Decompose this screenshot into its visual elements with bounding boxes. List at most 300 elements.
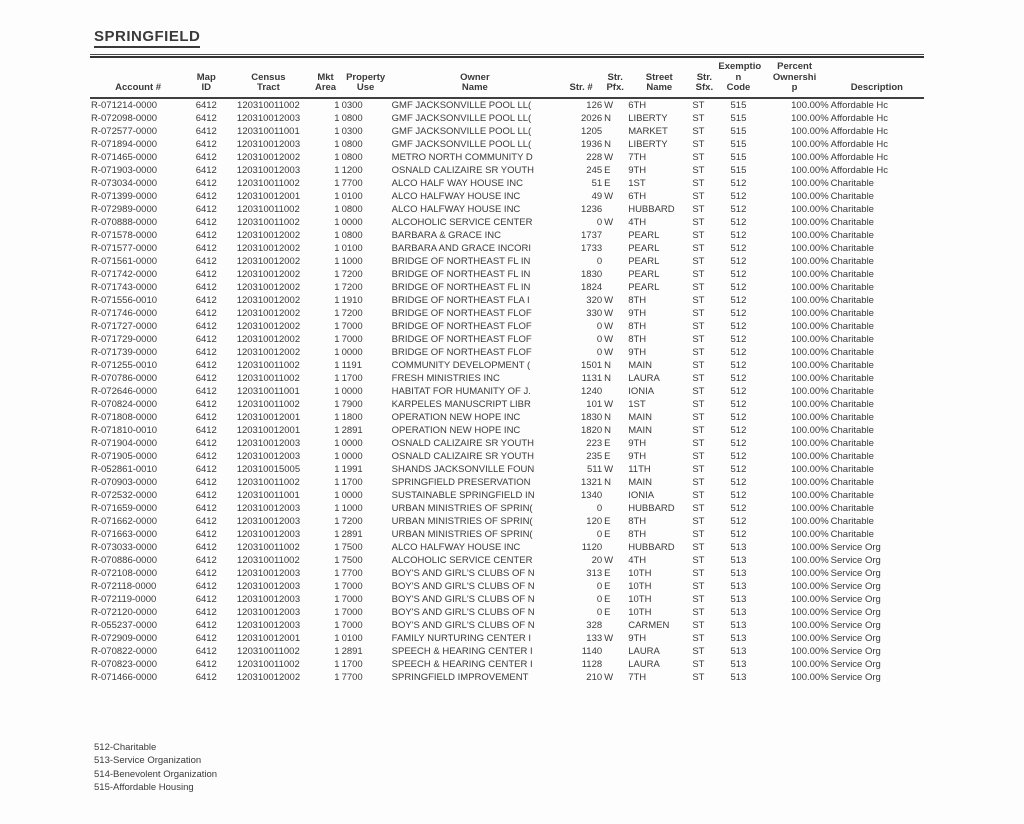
cell-mkt: 1 (334, 671, 340, 683)
cell-map: 6412 (195, 138, 217, 150)
cell-owner: BARBARA AND GRACE INCORI (391, 242, 532, 254)
cell-owner: BRIDGE OF NORTHEAST FLOF (391, 307, 532, 319)
cell-sfx: ST (692, 333, 705, 345)
table-row (90, 359, 924, 372)
cell-map: 6412 (195, 216, 217, 228)
cell-code: 512 (730, 398, 747, 410)
table-row (90, 385, 924, 398)
cell-strnum: 320 (586, 294, 603, 306)
cell-street: 1ST (628, 177, 646, 189)
cell-percent: 100.00% (791, 541, 829, 553)
cell-owner: SPRINGFIELD PRESERVATION (391, 476, 531, 488)
cell-desc: Charitable (830, 411, 874, 423)
table-row (90, 476, 924, 489)
cell-owner: GMF JACKSONVILLE POOL LL( (391, 125, 532, 137)
cell-account: R-070903-0000 (91, 476, 158, 488)
table-row (90, 307, 924, 320)
cell-percent: 100.00% (791, 489, 829, 501)
cell-owner: SHANDS JACKSONVILLE FOUN (391, 463, 535, 475)
table-row (90, 515, 924, 528)
cell-mkt: 1 (334, 333, 340, 345)
cell-pfx: E (604, 580, 611, 592)
cell-street: PEARL (628, 242, 660, 254)
page-title: SPRINGFIELD (94, 28, 200, 48)
cell-owner: BRIDGE OF NORTHEAST FLOF (391, 346, 532, 358)
cell-strnum: 235 (586, 450, 603, 462)
cell-code: 513 (730, 593, 747, 605)
cell-map: 6412 (195, 515, 217, 527)
cell-desc: Affordable Hc (830, 99, 889, 111)
cell-street: 11TH (628, 463, 651, 475)
cell-desc: Charitable (830, 333, 874, 345)
cell-desc: Charitable (830, 502, 874, 514)
cell-census: 120310011002 (237, 476, 300, 488)
table-row (90, 606, 924, 619)
cell-street: LIBERTY (628, 138, 668, 150)
cell-street: PEARL (628, 281, 660, 293)
cell-account: R-072108-0000 (91, 567, 158, 579)
cell-sfx: ST (692, 372, 705, 384)
cell-use: 7000 (341, 606, 363, 618)
cell-pfx: W (604, 294, 614, 306)
cell-account: R-071810-0010 (91, 424, 158, 436)
cell-sfx: ST (692, 268, 705, 280)
cell-owner: OSNALD CALIZAIRE SR YOUTH (391, 164, 535, 176)
cell-census: 120310012003 (236, 606, 301, 618)
cell-owner: COMMUNITY DEVELOPMENT ( (391, 359, 531, 371)
cell-account: R-071894-0000 (91, 138, 158, 150)
cell-code: 512 (730, 515, 747, 527)
cell-strnum: 20 (591, 554, 603, 566)
cell-owner: SPEECH & HEARING CENTER I (391, 658, 533, 670)
cell-percent: 100.00% (791, 619, 829, 631)
cell-map: 6412 (195, 528, 217, 540)
cell-pfx: W (604, 190, 614, 202)
cell-account: R-070888-0000 (91, 216, 158, 228)
cell-mkt: 1 (334, 190, 340, 202)
cell-map: 6412 (195, 372, 217, 384)
table-row (90, 671, 924, 684)
cell-strnum: 0 (596, 216, 603, 228)
cell-account: R-071663-0000 (91, 528, 158, 540)
cell-pfx (603, 385, 627, 398)
cell-map: 6412 (195, 463, 217, 475)
cell-map: 6412 (195, 177, 217, 189)
cell-code: 512 (730, 190, 747, 202)
table-row (90, 658, 924, 671)
cell-pfx (603, 255, 627, 268)
cell-map: 6412 (195, 242, 217, 254)
cell-owner: OSNALD CALIZAIRE SR YOUTH (391, 450, 535, 462)
cell-strnum: 1824 (581, 281, 603, 293)
cell-use: 7000 (341, 593, 363, 605)
cell-mkt: 1 (334, 593, 340, 605)
cell-code: 512 (730, 281, 747, 293)
table-row (90, 632, 924, 645)
cell-owner: FAMILY NURTURING CENTER I (391, 632, 532, 644)
cell-pfx: W (604, 216, 614, 228)
cell-use: 7500 (341, 554, 363, 566)
cell-pfx (603, 489, 627, 502)
cell-account: R-071905-0000 (91, 450, 158, 462)
cell-pfx: W (604, 320, 614, 332)
cell-mkt: 1 (334, 541, 340, 553)
cell-sfx: ST (692, 281, 705, 293)
cell-desc: Charitable (830, 307, 874, 319)
cell-mkt: 1 (334, 658, 340, 670)
cell-use: 0100 (341, 632, 363, 644)
cell-street: 6TH (628, 190, 647, 202)
cell-desc: Charitable (830, 281, 874, 293)
property-table (90, 60, 924, 684)
cell-account: R-071662-0000 (91, 515, 158, 527)
cell-account: R-070822-0000 (91, 645, 158, 657)
table-row (90, 255, 924, 268)
cell-use: 7000 (341, 580, 363, 592)
cell-map: 6412 (195, 346, 217, 358)
cell-street: PEARL (628, 255, 660, 267)
cell-use: 0000 (341, 346, 363, 358)
cell-percent: 100.00% (791, 528, 829, 540)
cell-sfx: ST (692, 554, 705, 566)
cell-census: 120310011002 (237, 398, 300, 410)
cell-strnum: 126 (586, 99, 603, 111)
cell-code: 512 (730, 255, 747, 267)
cell-use: 0000 (341, 216, 363, 228)
cell-mkt: 1 (334, 177, 340, 189)
cell-strnum: 0 (596, 320, 603, 332)
cell-use: 1700 (341, 658, 363, 670)
cell-account: R-055237-0000 (91, 619, 158, 631)
cell-street: 8TH (628, 294, 647, 306)
cell-owner: GMF JACKSONVILLE POOL LL( (391, 112, 532, 124)
cell-mkt: 1 (334, 255, 340, 267)
cell-code: 513 (730, 671, 747, 683)
cell-account: R-071255-0010 (91, 359, 158, 371)
cell-code: 512 (730, 320, 747, 332)
cell-mkt: 1 (334, 489, 340, 501)
cell-account: R-070886-0000 (91, 554, 158, 566)
cell-street: PEARL (628, 268, 660, 280)
cell-use: 7200 (341, 268, 363, 280)
cell-strnum: 1120 (581, 541, 603, 553)
cell-owner: ALCO HALF WAY HOUSE INC (391, 177, 523, 189)
cell-strnum: 223 (586, 437, 603, 449)
cell-code: 512 (730, 372, 747, 384)
cell-owner: BOY'S AND GIRL'S CLUBS OF N (391, 593, 535, 605)
cell-pfx (603, 203, 627, 216)
cell-map: 6412 (195, 580, 217, 592)
cell-percent: 100.00% (791, 281, 829, 293)
cell-code: 513 (730, 658, 747, 670)
cell-account: R-072909-0000 (91, 632, 158, 644)
table-row (90, 138, 924, 151)
col-desc: Description (830, 60, 924, 98)
cell-code: 512 (730, 437, 747, 449)
cell-use: 0800 (341, 229, 363, 241)
cell-mkt: 1 (334, 203, 340, 215)
cell-census: 120310012002 (236, 229, 301, 241)
cell-account: R-070786-0000 (91, 372, 158, 384)
cell-census: 120310012003 (236, 138, 301, 150)
cell-account: R-071904-0000 (91, 437, 158, 449)
cell-strnum: 328 (586, 619, 603, 631)
cell-owner: BRIDGE OF NORTHEAST FL IN (391, 255, 531, 267)
cell-street: MARKET (628, 125, 668, 137)
cell-mkt: 1 (334, 528, 340, 540)
cell-percent: 100.00% (791, 151, 829, 163)
cell-pfx (603, 619, 627, 632)
cell-use: 7700 (341, 671, 363, 683)
table-row (90, 424, 924, 437)
cell-use: 7200 (341, 281, 363, 293)
cell-account: R-071465-0000 (91, 151, 158, 163)
cell-percent: 100.00% (791, 658, 829, 670)
cell-code: 515 (730, 125, 747, 137)
cell-census: 120310012001 (236, 411, 301, 423)
cell-strnum: 1240 (581, 385, 603, 397)
cell-strnum: 1128 (581, 658, 603, 670)
cell-desc: Affordable Hc (830, 112, 889, 124)
cell-percent: 100.00% (791, 359, 829, 371)
cell-desc: Service Org (830, 567, 881, 579)
cell-mkt: 1 (334, 606, 340, 618)
cell-pfx: N (604, 424, 612, 436)
cell-desc: Charitable (830, 320, 874, 332)
col-sfx: Str. Sfx. (691, 60, 717, 98)
cell-use: 7200 (341, 515, 363, 527)
cell-census: 120310012003 (236, 528, 301, 540)
cell-street: HUBBARD (628, 502, 675, 514)
cell-sfx: ST (692, 177, 705, 189)
col-mkt: Mkt Area (311, 60, 341, 98)
cell-account: R-071399-0000 (91, 190, 158, 202)
cell-sfx: ST (692, 385, 705, 397)
cell-percent: 100.00% (791, 580, 829, 592)
cell-pfx (603, 229, 627, 242)
cell-use: 1700 (341, 372, 363, 384)
cell-pfx: E (604, 177, 611, 189)
cell-owner: HABITAT FOR HUMANITY OF J. (391, 385, 531, 397)
cell-percent: 100.00% (791, 320, 829, 332)
cell-desc: Affordable Hc (830, 164, 889, 176)
cell-sfx: ST (692, 567, 705, 579)
cell-code: 515 (730, 112, 747, 124)
cell-use: 7700 (341, 177, 363, 189)
cell-sfx: ST (692, 502, 705, 514)
cell-strnum: 1830 (581, 268, 603, 280)
cell-strnum: 120 (586, 515, 603, 527)
cell-strnum: 330 (586, 307, 603, 319)
table-row (90, 98, 924, 112)
cell-percent: 100.00% (791, 645, 829, 657)
cell-sfx: ST (692, 541, 705, 553)
cell-owner: BARBARA & GRACE INC (391, 229, 501, 241)
cell-mkt: 1 (334, 320, 340, 332)
cell-strnum: 1830 (581, 411, 603, 423)
cell-sfx: ST (692, 307, 705, 319)
cell-census: 120310011002 (237, 554, 300, 566)
cell-account: R-071743-0000 (91, 281, 158, 293)
cell-street: HUBBARD (628, 541, 675, 553)
cell-census: 120310012001 (236, 424, 301, 436)
cell-owner: SPRINGFIELD IMPROVEMENT (391, 671, 529, 683)
table-row (90, 177, 924, 190)
cell-map: 6412 (195, 125, 217, 137)
cell-street: MAIN (628, 359, 652, 371)
cell-percent: 100.00% (791, 99, 829, 111)
cell-percent: 100.00% (791, 112, 829, 124)
cell-sfx: ST (692, 463, 705, 475)
table-row (90, 554, 924, 567)
cell-map: 6412 (195, 99, 217, 111)
cell-owner: BOY'S AND GIRL'S CLUBS OF N (391, 580, 535, 592)
cell-street: 8TH (628, 528, 647, 540)
cell-account: R-072098-0000 (91, 112, 158, 124)
cell-map: 6412 (195, 294, 217, 306)
cell-percent: 100.00% (791, 476, 829, 488)
cell-use: 0100 (341, 242, 363, 254)
cell-sfx: ST (692, 294, 705, 306)
cell-desc: Service Org (830, 554, 881, 566)
exemption-code-legend (94, 741, 924, 795)
cell-pfx: E (604, 164, 611, 176)
cell-code: 512 (730, 450, 747, 462)
cell-percent: 100.00% (791, 593, 829, 605)
cell-owner: ALCOHOLIC SERVICE CENTER (391, 216, 533, 228)
cell-street: LAURA (628, 658, 660, 670)
table-row (90, 489, 924, 502)
cell-code: 512 (730, 294, 747, 306)
cell-census: 120310011001 (237, 489, 300, 501)
cell-mkt: 1 (334, 307, 340, 319)
cell-code: 513 (730, 619, 747, 631)
cell-census: 120310011002 (237, 372, 300, 384)
cell-desc: Charitable (830, 515, 874, 527)
cell-sfx: ST (692, 658, 705, 670)
cell-percent: 100.00% (791, 567, 829, 579)
cell-percent: 100.00% (791, 255, 829, 267)
cell-owner: GMF JACKSONVILLE POOL LL( (391, 138, 532, 150)
cell-owner: URBAN MINISTRIES OF SPRIN( (391, 502, 533, 514)
cell-desc: Charitable (830, 450, 874, 462)
cell-census: 120310012003 (236, 450, 301, 462)
cell-account: R-071214-0000 (91, 99, 158, 111)
cell-use: 2891 (341, 424, 363, 436)
cell-percent: 100.00% (791, 385, 829, 397)
cell-account: R-071742-0000 (91, 268, 158, 280)
table-row (90, 320, 924, 333)
cell-owner: BOY'S AND GIRL'S CLUBS OF N (391, 606, 535, 618)
cell-pfx: W (604, 346, 614, 358)
table-body (90, 98, 924, 684)
cell-map: 6412 (195, 632, 217, 644)
cell-account: R-072577-0000 (91, 125, 158, 137)
cell-pfx: E (604, 450, 611, 462)
cell-map: 6412 (195, 268, 217, 280)
report-content (90, 28, 924, 795)
cell-map: 6412 (195, 359, 217, 371)
cell-sfx: ST (692, 671, 705, 683)
cell-mkt: 1 (334, 385, 340, 397)
cell-desc: Service Org (830, 645, 881, 657)
cell-desc: Charitable (830, 528, 874, 540)
cell-map: 6412 (195, 593, 217, 605)
cell-strnum: 0 (596, 346, 603, 358)
cell-use: 1200 (341, 164, 363, 176)
cell-map: 6412 (195, 385, 217, 397)
cell-desc: Charitable (830, 203, 874, 215)
cell-street: 9TH (628, 632, 647, 644)
cell-sfx: ST (692, 320, 705, 332)
cell-account: R-072646-0000 (91, 385, 158, 397)
cell-map: 6412 (195, 489, 217, 501)
cell-use: 7700 (341, 567, 363, 579)
cell-desc: Charitable (830, 372, 874, 384)
cell-census: 120310012003 (236, 164, 301, 176)
table-row (90, 541, 924, 554)
legend-item: 513-Service Organization (94, 755, 202, 766)
cell-census: 120310012002 (236, 268, 301, 280)
cell-strnum: 1321 (581, 476, 603, 488)
cell-street: PEARL (628, 229, 660, 241)
cell-sfx: ST (692, 645, 705, 657)
cell-pfx: W (604, 463, 614, 475)
cell-street: MAIN (628, 411, 652, 423)
cell-desc: Service Org (830, 658, 881, 670)
cell-account: R-072989-0000 (91, 203, 158, 215)
cell-census: 120310012002 (236, 671, 301, 683)
cell-percent: 100.00% (791, 411, 829, 423)
cell-use: 1191 (341, 359, 362, 371)
cell-account: R-073034-0000 (91, 177, 158, 189)
col-census: Census Tract (226, 60, 310, 98)
table-row (90, 437, 924, 450)
cell-mkt: 1 (334, 632, 340, 644)
cell-owner: KARPELES MANUSCRIPT LIBR (391, 398, 531, 410)
cell-strnum: 210 (586, 671, 603, 683)
cell-mkt: 1 (334, 216, 340, 228)
cell-mkt: 1 (334, 372, 340, 384)
cell-use: 7000 (341, 333, 363, 345)
cell-desc: Charitable (830, 190, 874, 202)
cell-mkt: 1 (334, 580, 340, 592)
cell-census: 120310012003 (236, 502, 301, 514)
cell-use: 0000 (341, 489, 363, 501)
cell-use: 7900 (341, 398, 363, 410)
cell-strnum: 1131 (581, 372, 603, 384)
table-row (90, 450, 924, 463)
cell-strnum: 1936 (581, 138, 603, 150)
cell-sfx: ST (692, 528, 705, 540)
cell-code: 513 (730, 580, 747, 592)
cell-street: 1ST (628, 398, 646, 410)
cell-strnum: 0 (596, 580, 603, 592)
cell-percent: 100.00% (791, 554, 829, 566)
cell-use: 0800 (341, 151, 363, 163)
cell-street: 6TH (628, 99, 647, 111)
cell-desc: Service Org (830, 619, 881, 631)
table-row (90, 112, 924, 125)
cell-code: 512 (730, 528, 747, 540)
col-code: Exemptio n Code (717, 60, 759, 98)
cell-mkt: 1 (334, 229, 340, 241)
cell-street: 10TH (628, 593, 652, 605)
cell-mkt: 1 (334, 619, 340, 631)
cell-account: R-071746-0000 (91, 307, 158, 319)
cell-percent: 100.00% (791, 294, 829, 306)
cell-mkt: 1 (334, 398, 340, 410)
